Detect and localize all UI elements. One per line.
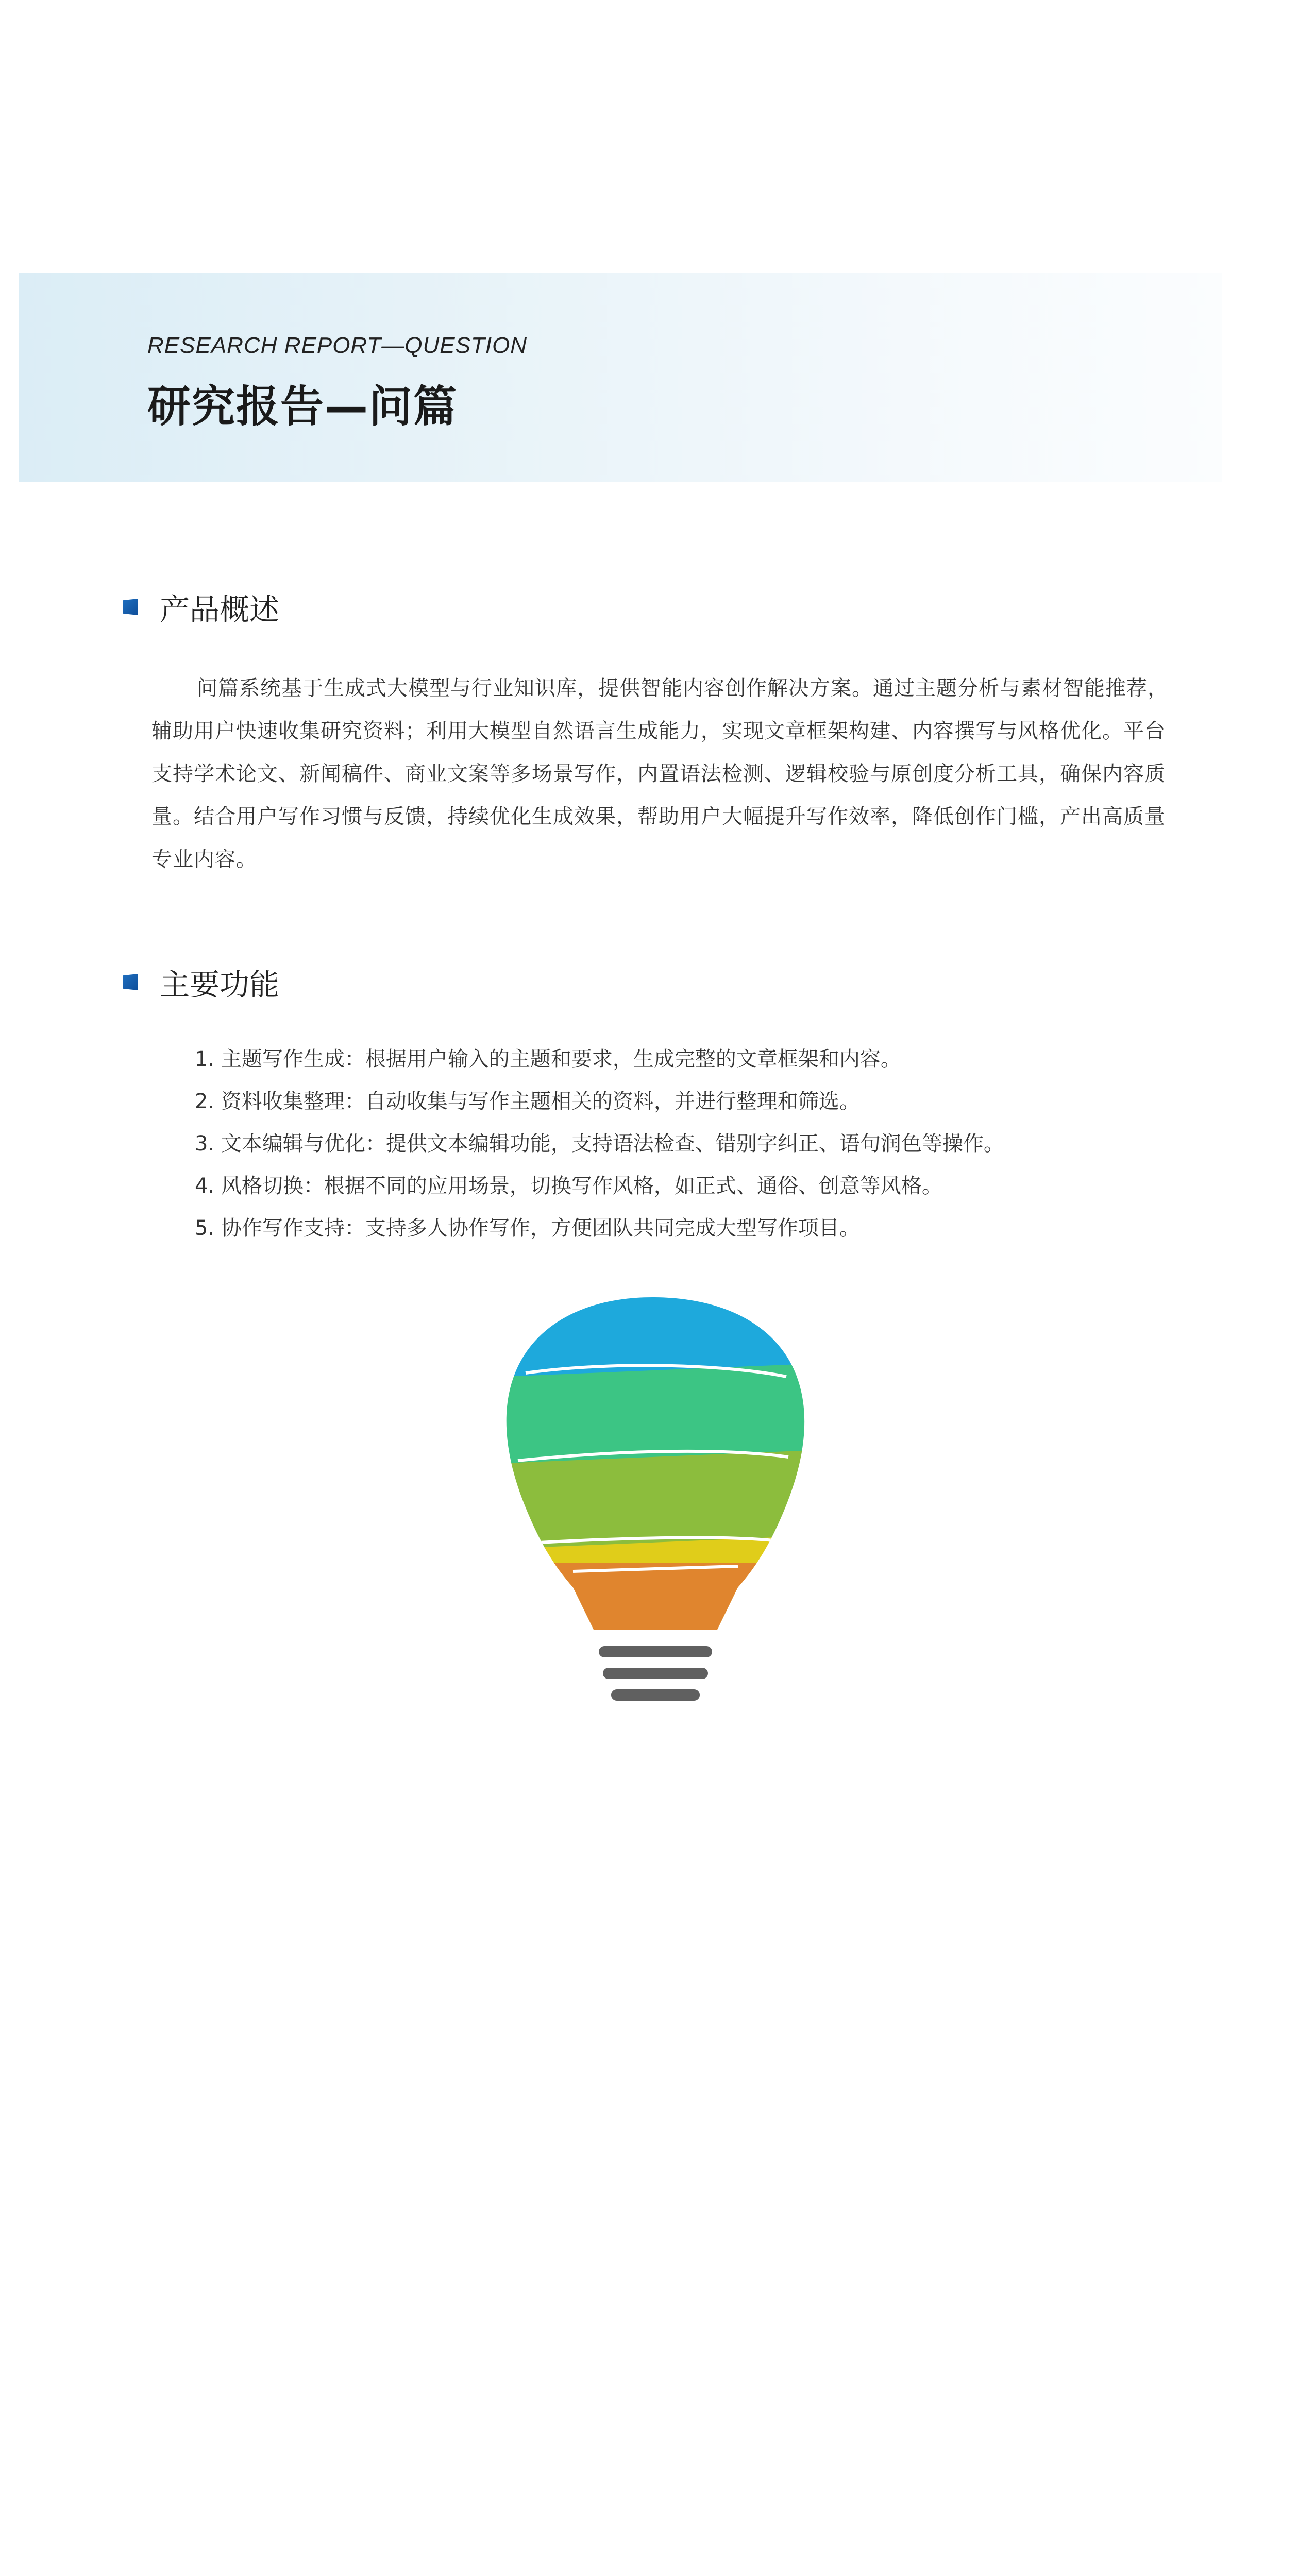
feature-item: 4. 风格切换：根据不同的应用场景，切换写作风格，如正式、通俗、创意等风格。	[195, 1174, 942, 1198]
section-marker-icon	[123, 974, 138, 990]
feature-item: 1. 主题写作生成：根据用户输入的主题和要求，生成完整的文章框架和内容。	[195, 1047, 901, 1071]
lightbulb-graphic	[0, 1288, 1315, 1803]
feature-item: 2. 资料收集整理：自动收集与写作主题相关的资料，并进行整理和筛选。	[195, 1090, 860, 1113]
lightbulb-infographic	[0, 1288, 1315, 1803]
bulb-base-line	[599, 1646, 712, 1657]
overview-heading	[123, 585, 279, 629]
bulb-base-line	[603, 1668, 708, 1679]
header-subtitle: RESEARCH REPORT—QUESTION	[147, 333, 528, 358]
feature-item: 5. 协作写作支持：支持多人协作写作，方便团队共同完成大型写作项目。	[195, 1216, 860, 1240]
page-title: 研究报告—问篇	[147, 381, 458, 432]
feature-item: 3. 文本编辑与优化：提供文本编辑功能，支持语法检查、错别字纠正、语句润色等操作。	[195, 1132, 1004, 1156]
overview-paragraph: 问篇系统基于生成式大模型与行业知识库，提供智能内容创作解决方案。通过主题分析与素材智能推荐，辅助用户快速收集研究资料；利用大模型自然语言生成能力，实现文章框架构建、内容撰写与风格优化。平台支持学术论文、新闻稿件、商业文案等多场景写作，内置语法检测、逻辑校验与原创度分析工具，确保内容质量。结合用户写作习惯与反馈，持续优化生成效果，帮助用户大幅提升写作效率，降低创作门槛，产出高质量专业内容。	[151, 676, 1169, 871]
bulb-base-line	[611, 1689, 700, 1701]
overview-heading-text: 产品概述	[160, 592, 280, 627]
section-marker-icon	[123, 599, 138, 615]
feature-list	[195, 1038, 1004, 1249]
features-heading	[123, 960, 279, 1004]
bulb-segment-topic-writing	[464, 1288, 876, 1377]
features-heading-text: 主要功能	[160, 967, 280, 1002]
bulb-segment-collaboration	[464, 1563, 876, 1640]
bulb-segment-material-collection	[462, 1361, 878, 1471]
